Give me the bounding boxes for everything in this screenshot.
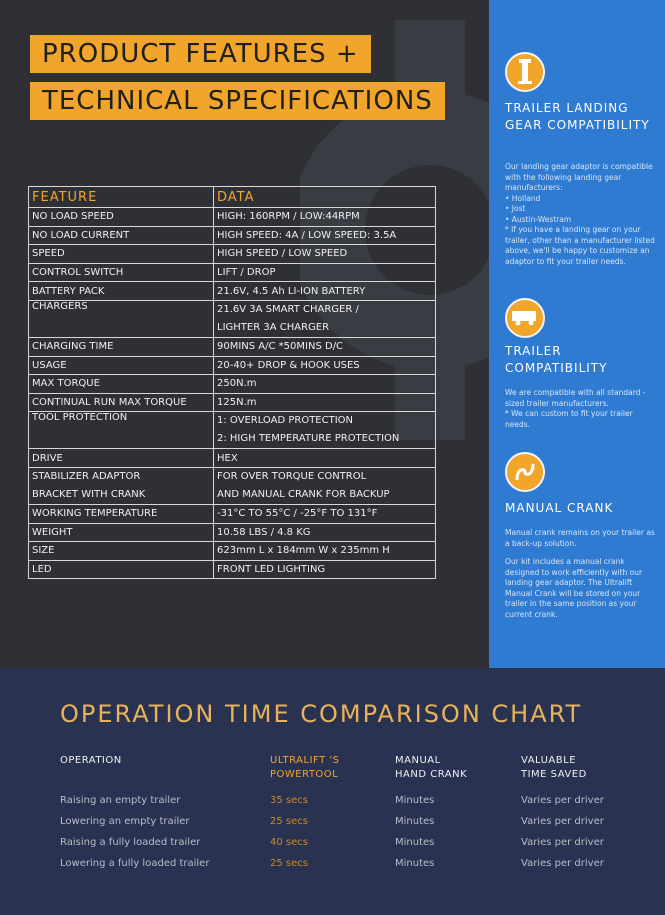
feature-cell: NO LOAD SPEED [29, 208, 214, 227]
page-title-line-2: TECHNICAL SPECIFICATIONS [30, 82, 445, 120]
header-operation: OPERATION [60, 755, 122, 766]
feature-cell: SPEED [29, 245, 214, 264]
header-saved [521, 754, 587, 782]
feature-cell: WORKING TEMPERATURE [29, 504, 214, 523]
data-cell: 125N.m [214, 393, 436, 412]
table-row [29, 263, 436, 282]
table-row [29, 449, 436, 468]
data-line: LIGHTER 3A CHARGER [217, 321, 330, 333]
table-row [29, 245, 436, 264]
sidebar-heading-crank: MANUAL CRANK [505, 501, 614, 515]
specifications-table [28, 186, 436, 579]
data-cell: 21.6V, 4.5 Ah LI-ION BATTERY [214, 282, 436, 301]
landing-gear-icon [505, 52, 545, 92]
feature-cell: TOOL PROTECTION [29, 412, 214, 449]
table-row [29, 542, 436, 561]
data-cell: 90MINS A/C *50MINS D/C [214, 337, 436, 356]
data-cell [214, 467, 436, 504]
column-header-data: DATA [214, 187, 436, 208]
feature-cell: SIZE [29, 542, 214, 561]
data-cell: 250N.m [214, 375, 436, 394]
table-row [29, 282, 436, 301]
table-row [29, 504, 436, 523]
time-saved-cell: Varies per driver [521, 795, 604, 806]
feature-cell: BATTERY PACK [29, 282, 214, 301]
time-saved-cell: Varies per driver [521, 837, 604, 848]
sidebar-text-landing-gear [505, 162, 660, 267]
manufacturer-item: • Holland [505, 193, 541, 203]
data-cell: LIFT / DROP [214, 263, 436, 282]
page-title-line-1: PRODUCT FEATURES + [30, 35, 371, 73]
feature-cell [29, 467, 214, 504]
data-cell: HIGH SPEED / LOW SPEED [214, 245, 436, 264]
manual-time-cell: Minutes [395, 795, 435, 806]
manual-time-cell: Minutes [395, 816, 435, 827]
sidebar-body: Manual crank remains on your trailer as a back-up solution. [505, 528, 655, 548]
manual-time-cell: Minutes [395, 858, 435, 869]
table-row [29, 226, 436, 245]
ultralift-time-cell: 25 secs [270, 858, 308, 869]
feature-cell: CONTINUAL RUN MAX TORQUE [29, 393, 214, 412]
table-row [29, 208, 436, 227]
data-cell: HIGH: 160RPM / LOW:44RPM [214, 208, 436, 227]
operation-cell: Raising an empty trailer [60, 795, 181, 806]
sidebar-note: Our kit includes a manual crank designed to work efficiently with our landing gear adaptor. The Ultralift Manual Crank will be stored on your trailer in the same position as your current crank. [505, 557, 643, 619]
feature-cell: MAX TORQUE [29, 375, 214, 394]
feature-line: STABILIZER ADAPTOR [32, 470, 141, 482]
header-line: TIME SAVED [521, 769, 587, 780]
data-cell: 10.58 LBS / 4.8 KG [214, 523, 436, 542]
feature-cell: USAGE [29, 356, 214, 375]
operation-cell: Lowering an empty trailer [60, 816, 190, 827]
data-cell: -31°C TO 55°C / -25°F TO 131°F [214, 504, 436, 523]
data-cell [214, 412, 436, 449]
sidebar-heading-landing-gear: TRAILER LANDING GEAR COMPATIBILITY [505, 101, 650, 132]
ultralift-time-cell: 25 secs [270, 816, 308, 827]
header-line: ULTRALIFT 'S [270, 755, 340, 766]
data-cell: HIGH SPEED: 4A / LOW SPEED: 3.5A [214, 226, 436, 245]
sidebar-body: We are compatible with all standard - sized trailer manufacturers. [505, 388, 646, 408]
trailer-icon [505, 298, 545, 338]
manufacturer-item: • Austin-Westram [505, 214, 572, 224]
column-header-feature: FEATURE [29, 187, 214, 208]
sidebar-note: * We can custom to fit your trailer needs. [505, 409, 633, 429]
sidebar-heading-trailer: TRAILER COMPATIBILITY [505, 344, 608, 375]
table-header-row [29, 187, 436, 208]
data-line: 21.6V 3A SMART CHARGER / [217, 303, 359, 315]
feature-cell: CONTROL SWITCH [29, 263, 214, 282]
feature-cell: CHARGERS [29, 300, 214, 337]
header-ultralift [270, 754, 340, 782]
feature-cell: DRIVE [29, 449, 214, 468]
table-row [29, 467, 436, 504]
manufacturer-item: • Jost [505, 204, 526, 213]
sidebar-body: Our landing gear adaptor is compatible with the following landing gear manufacturers: [505, 162, 653, 192]
data-cell: 20-40+ DROP & HOOK USES [214, 356, 436, 375]
time-saved-cell: Varies per driver [521, 858, 604, 869]
comparison-title: OPERATION TIME COMPARISON CHART [60, 700, 583, 728]
feature-cell: NO LOAD CURRENT [29, 226, 214, 245]
data-cell: HEX [214, 449, 436, 468]
data-line: FOR OVER TORQUE CONTROL [217, 470, 367, 482]
time-saved-cell: Varies per driver [521, 816, 604, 827]
crank-icon [505, 452, 545, 492]
table-row [29, 412, 436, 449]
manual-time-cell: Minutes [395, 837, 435, 848]
table-row [29, 356, 436, 375]
header-manual [395, 754, 467, 782]
table-row [29, 300, 436, 337]
table-row [29, 337, 436, 356]
sidebar-text-trailer [505, 388, 660, 430]
data-cell [214, 300, 436, 337]
table-row [29, 375, 436, 394]
data-line: 1: OVERLOAD PROTECTION [217, 415, 354, 427]
operation-cell: Raising a fully loaded trailer [60, 837, 201, 848]
header-line: HAND CRANK [395, 769, 468, 780]
table-row [29, 560, 436, 579]
data-line: 2: HIGH TEMPERATURE PROTECTION [217, 433, 400, 445]
table-row [29, 393, 436, 412]
feature-line: BRACKET WITH CRANK [32, 488, 146, 500]
operation-cell: Lowering a fully loaded trailer [60, 858, 210, 869]
feature-cell: CHARGING TIME [29, 337, 214, 356]
data-cell: 623mm L x 184mm W x 235mm H [214, 542, 436, 561]
feature-cell: LED [29, 560, 214, 579]
feature-cell: WEIGHT [29, 523, 214, 542]
header-line: VALUABLE [521, 755, 577, 766]
ultralift-time-cell: 40 secs [270, 837, 308, 848]
table-row [29, 523, 436, 542]
ultralift-time-cell: 35 secs [270, 795, 308, 806]
sidebar-note: * If you have a landing gear on your trailer, other than a manufacturer listed above, we'll be happy to customize an adaptor to fit your trailer needs. [505, 225, 655, 266]
header-line: POWERTOOL [270, 769, 339, 780]
sidebar-text-crank [505, 528, 660, 620]
data-cell: FRONT LED LIGHTING [214, 560, 436, 579]
header-line: MANUAL [395, 755, 441, 766]
data-line: AND MANUAL CRANK FOR BACKUP [217, 488, 390, 500]
